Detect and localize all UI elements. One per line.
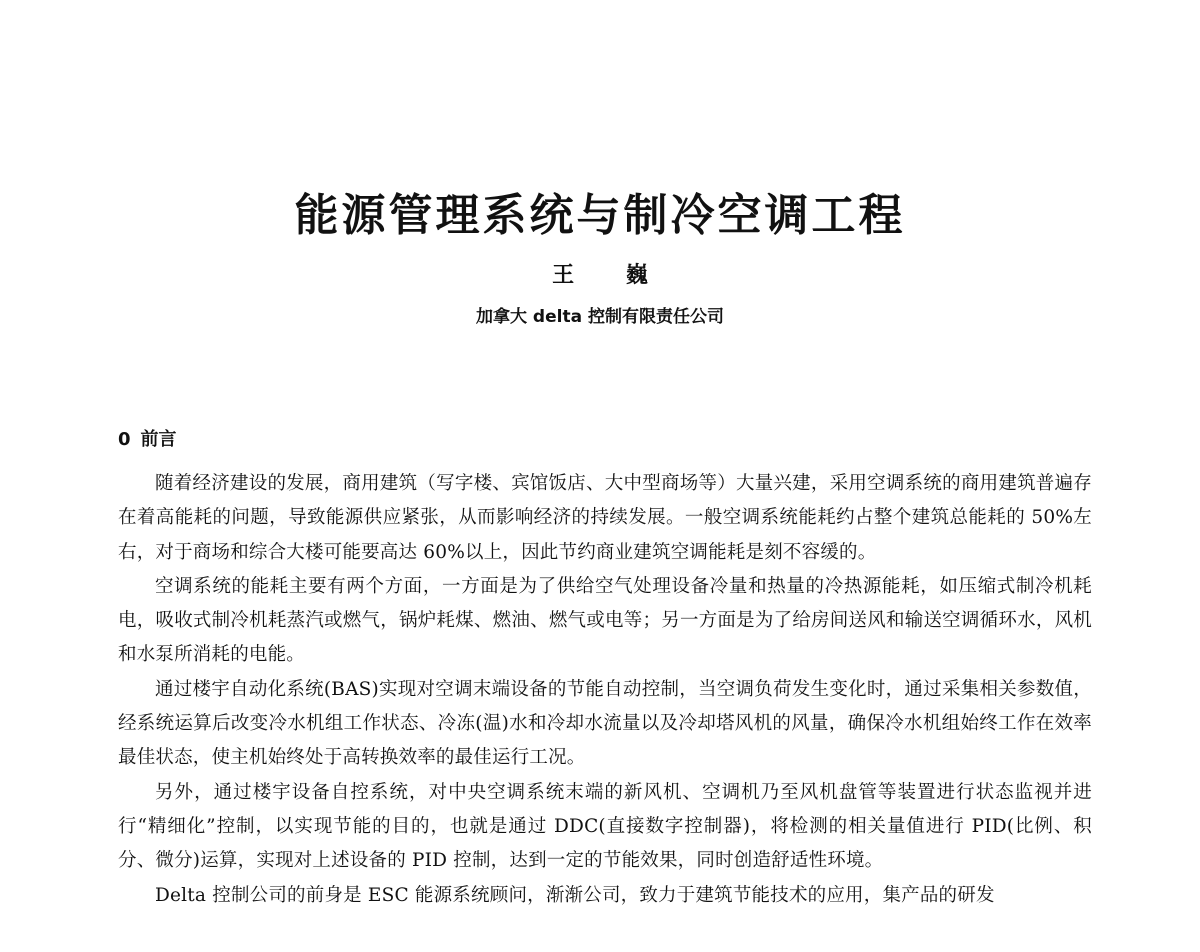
paragraph-1: 随着经济建设的发展，商用建筑（写字楼、宾馆饭店、大中型商场等）大量兴建，采用空调系统的商用建筑普遍存在着高能耗的问题，导致能源供应紧张，从而影响经济的持续发展。一般空调系统能耗约占整个建筑总能耗的 50%左右，对于商场和综合大楼可能要高达 60%以上，因此节约商业建筑空调能耗是刻不容缓的。 bbox=[118, 473, 1092, 563]
section-number: 0 bbox=[118, 429, 131, 450]
author-name: 王 巍 bbox=[552, 263, 670, 288]
paragraph-5: Delta 控制公司的前身是 ESC 能源系统顾问，渐渐公司，致力于建筑节能技术的应用，集产品的研发 bbox=[155, 884, 995, 906]
paragraph-3: 通过楼宇自动化系统(BAS)实现对空调末端设备的节能自动控制，当空调负荷发生变化时，通过采集相关参数值，经系统运算后改变冷水机组工作状态、冷冻(温)水和冷却水流量以及冷却塔风机的风量，确保冷水机组始终工作在效率最佳状态，使主机始终处于高转换效率的最佳运行工况。 bbox=[118, 678, 1092, 769]
author-affiliation: 加拿大 delta 控制有限责任公司 bbox=[476, 307, 724, 327]
section-title: 前言 bbox=[140, 429, 177, 450]
body-text bbox=[118, 467, 1092, 913]
paragraph-2: 空调系统的能耗主要有两个方面，一方面是为了供给空气处理设备冷量和热量的冷热源能耗，如压缩式制冷机耗电，吸收式制冷机耗蒸汽或燃气，锅炉耗煤、燃油、燃气或电等；另一方面是为了给房间送风和输送空调循环水，风机和水泵所消耗的电能。 bbox=[118, 575, 1092, 666]
paper-title: 能源管理系统与制冷空调工程 bbox=[294, 190, 906, 241]
section-heading bbox=[118, 425, 177, 455]
paragraph-4: 另外，通过楼宇设备自控系统，对中央空调系统末端的新风机、空调机乃至风机盘管等装置进行状态监视并进行“精细化”控制，以实现节能的目的，也就是通过 DDC(直接数字控制器)，将检测的相关量值进行 PID(比例、积分、微分)运算，实现对上述设备的 PID 控制，达到一定的节能效果，同时创造舒适性环境。 bbox=[118, 781, 1092, 872]
